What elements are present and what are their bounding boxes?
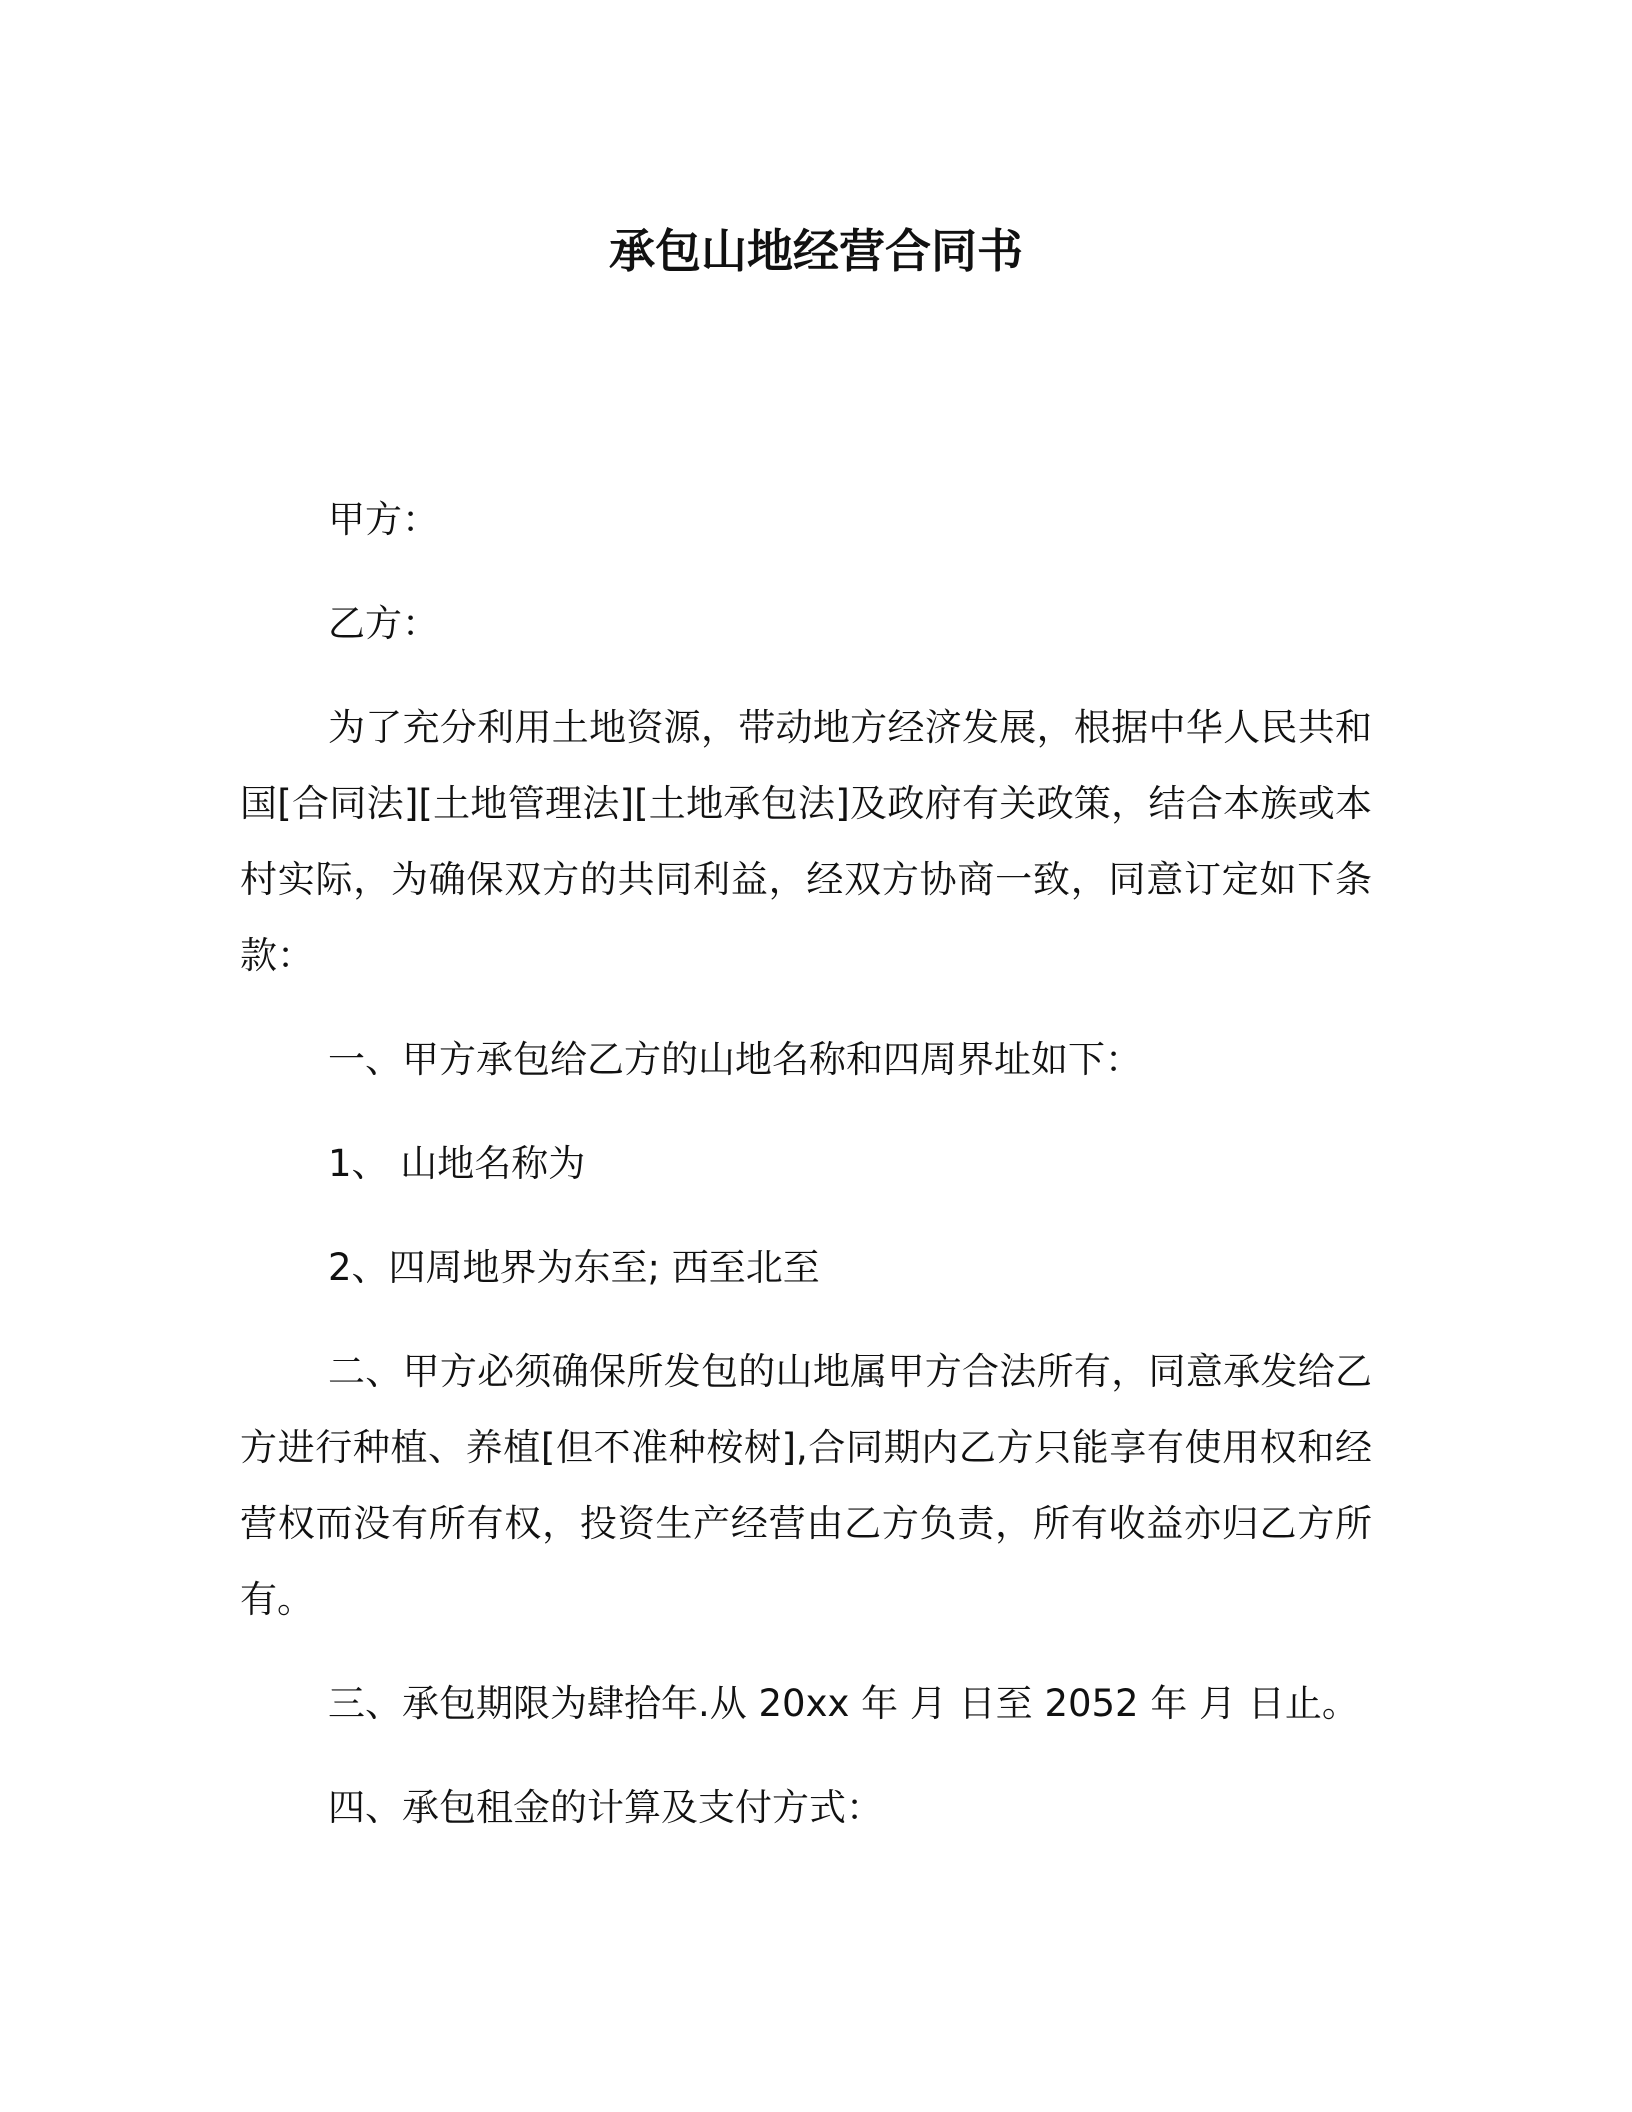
clause-2-paragraph: 二、甲方必须确保所发包的山地属甲方合法所有，同意承发给乙方进行种植、养植[但不准种桉树],合同期内乙方只能享有使用权和经营权而没有所有权，投资生产经营由乙方负责，所有收益亦归乙方所有。 <box>240 1350 1372 1621</box>
clause-1-item-1: 1、 山地名称为 <box>328 1142 586 1185</box>
document-body <box>240 482 1372 1874</box>
preamble-paragraph: 为了充分利用土地资源，带动地方经济发展，根据中华人民共和国[合同法][土地管理法][土地承包法]及政府有关政策，结合本族或本村实际，为确保双方的共同利益，经双方协商一致，同意订定如下条款： <box>240 706 1372 977</box>
clause-4-heading: 四、承包租金的计算及支付方式： <box>328 1786 883 1829</box>
party-a-label: 甲方： <box>328 498 439 541</box>
clause-1-item-2: 2、四周地界为东至; 西至北至 <box>328 1246 820 1289</box>
clause-1-heading: 一、甲方承包给乙方的山地名称和四周界址如下： <box>328 1038 1142 1081</box>
party-b-label: 乙方： <box>328 602 439 645</box>
clause-3-paragraph: 三、承包期限为肆拾年.从 20xx 年 月 日至 2052 年 月 日止。 <box>328 1682 1359 1725</box>
document-title: 承包山地经营合同书 <box>609 224 1023 278</box>
